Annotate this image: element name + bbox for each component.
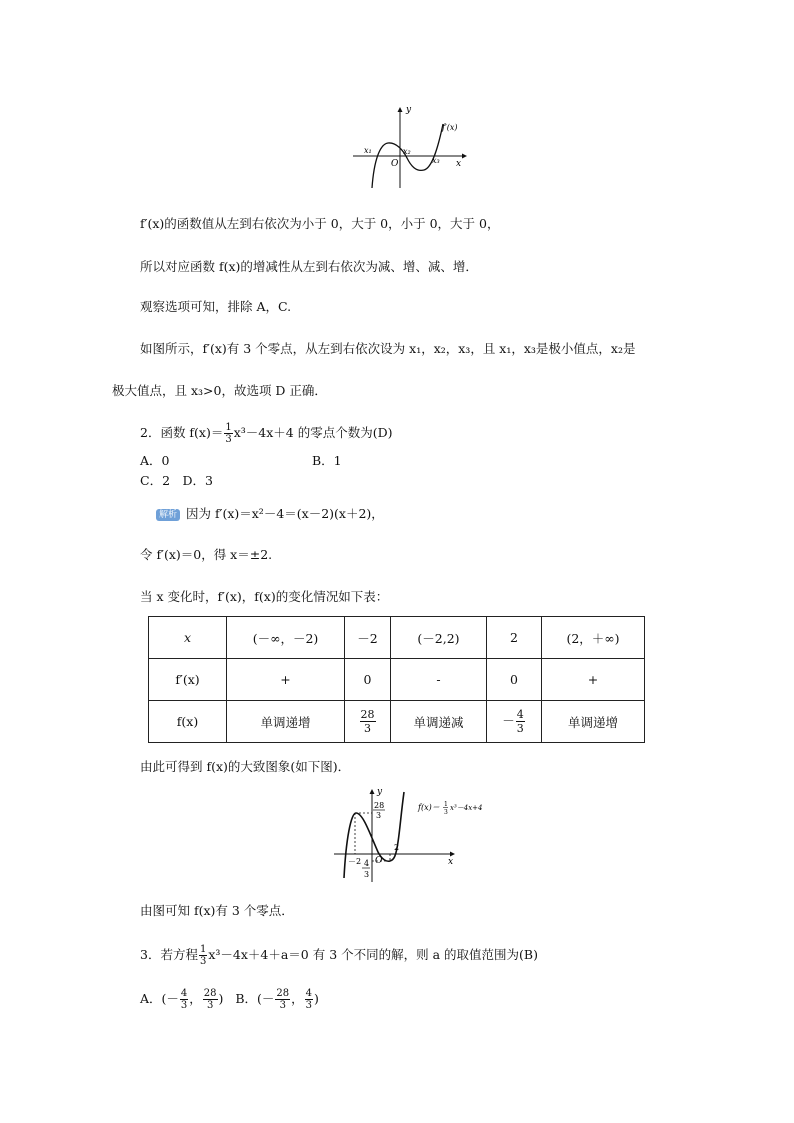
table-row	[149, 659, 645, 701]
x2-label: x₂	[403, 147, 411, 156]
min-value-denominator: 3	[364, 870, 370, 879]
table-cell: -	[391, 659, 487, 701]
table-cell: f(x)	[149, 701, 227, 743]
curve-equation: f(x)＝	[418, 803, 440, 812]
table-cell: 2	[487, 617, 542, 659]
table-row	[149, 701, 645, 743]
max-value-denominator: 3	[376, 811, 382, 820]
curve-equation-num: 1	[444, 801, 448, 808]
table-cell: －2	[345, 617, 391, 659]
x-axis-label: x	[448, 857, 454, 867]
tick-label-2: 2	[394, 843, 400, 852]
solution-line-4: 由此可得到 f(x)的大致图象(如下图)．	[140, 759, 351, 774]
table-cell: (2，＋∞)	[542, 617, 645, 659]
question-2-stem: 2．函数 f(x)＝ $\frac{1}{3}$ x³－4x＋4 的零点个数为(D)	[140, 422, 393, 445]
cubic-graph	[332, 784, 494, 884]
table-cell: (－2,2)	[391, 617, 487, 659]
options-c-d: C．2 D．3	[140, 473, 213, 488]
explanation-line-1: f′(x)的函数值从左到右依次为小于 0，大于 0，小于 0，大于 0，	[140, 216, 500, 231]
solution-line-1: 解析 因为 f′(x)＝x²－4＝(x－2)(x＋2)，	[156, 506, 384, 522]
variation-table	[148, 616, 645, 743]
question-3-stem: 3．若方程 $\frac{1}{3}$ x³－4x＋4＋a＝0 有 3 个不同的解，则 a 的取值范围为(B)	[140, 944, 538, 967]
table-cell: (－∞，－2)	[227, 617, 345, 659]
origin-label: O	[375, 856, 383, 866]
curve-equation-tail: x³－4x+4	[450, 804, 483, 812]
analysis-badge: 解析	[156, 509, 180, 521]
explanation-line-3: 观察选项可知，排除 A，C.	[140, 299, 292, 314]
table-row	[149, 617, 645, 659]
table-cell: +	[542, 659, 645, 701]
x-axis-label: x	[456, 159, 462, 169]
x1-label: x₁	[364, 146, 372, 155]
max-value-numerator: 28	[374, 801, 385, 810]
explanation-line-4: 如图所示，f′(x)有 3 个零点，从左到右依次设为 x₁，x₂，x₃，且 x₁，x₃是极小值点，x₂是	[140, 341, 636, 356]
table-cell: f′(x)	[149, 659, 227, 701]
table-cell: 单调递减	[391, 701, 487, 743]
table-cell: x	[149, 617, 227, 659]
option-a: A．0	[140, 453, 170, 468]
origin-label: O	[391, 159, 399, 169]
explanation-line-2: 所以对应函数 f(x)的增减性从左到右依次为减、增、减、增．	[140, 259, 478, 274]
curve-label: f′(x)	[442, 123, 458, 132]
question-3-options: A．(－ $\frac{4}{3}$ ， $\frac{28}{3}$ ) B．(－ $\frac{28}{3}$ ， $\frac{4}{3}$ )	[140, 988, 319, 1011]
table-cell: 单调递增	[542, 701, 645, 743]
explanation-line-5: 极大值点，且 x₃>0，故选项 D 正确．	[112, 383, 327, 398]
tick-label-neg2: －2	[348, 857, 362, 866]
curve-equation-den: 3	[444, 809, 448, 816]
table-cell: 0	[345, 659, 391, 701]
option-b: B．1	[312, 453, 342, 468]
solution-line-3: 当 x 变化时，f′(x)，f(x)的变化情况如下表：	[140, 589, 389, 604]
table-cell: +	[227, 659, 345, 701]
min-value-numerator: 4	[364, 859, 370, 868]
fprime-graph	[350, 100, 470, 192]
table-cell: － $\frac{4}{3}$	[487, 701, 542, 743]
y-axis-label: y	[406, 105, 412, 115]
y-axis-label: y	[377, 787, 383, 797]
x3-label: x₃	[432, 156, 440, 165]
solution-line-5: 由图可知 f(x)有 3 个零点．	[140, 903, 294, 918]
table-cell: 单调递增	[227, 701, 345, 743]
table-cell: $\frac{28}{3}$	[345, 701, 391, 743]
table-cell: 0	[487, 659, 542, 701]
solution-line-2: 令 f′(x)＝0，得 x＝±2.	[140, 547, 273, 562]
